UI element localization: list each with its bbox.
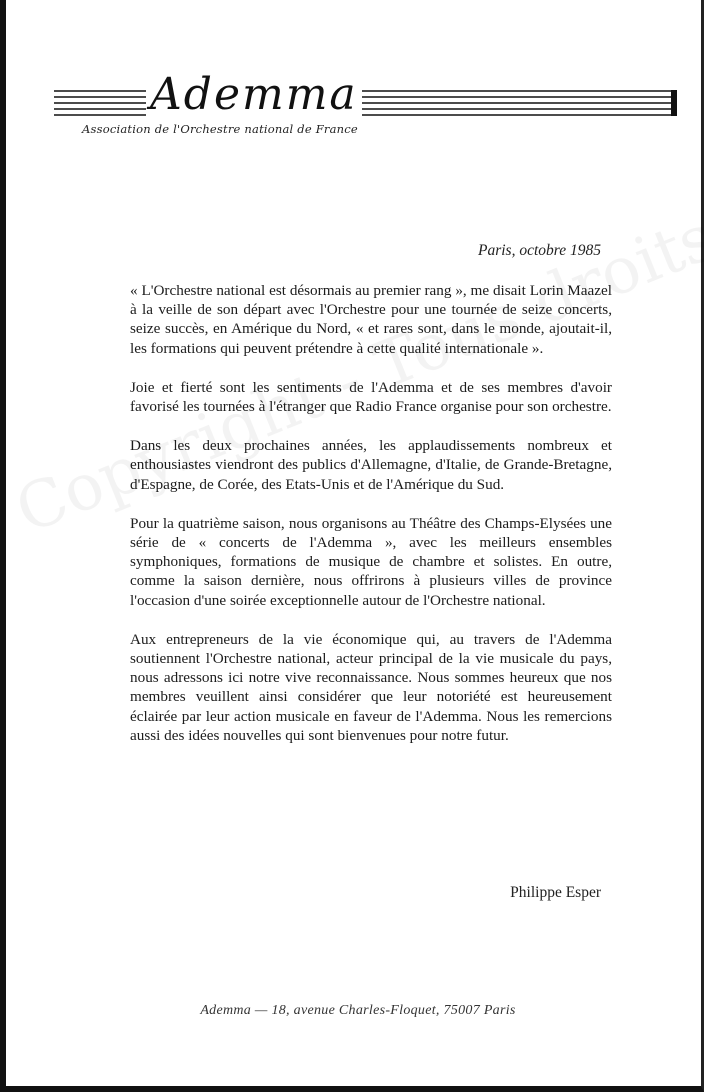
signature: Philippe Esper <box>510 884 601 901</box>
association-name: Association de l'Orchestre national de France <box>82 122 358 136</box>
paragraph: Dans les deux prochaines années, les applaudissements nombreux et enthousiastes viendront des publics d'Allemagne, d'Italie, de Grande-Bretagne, d'Espagne, de Corée, des Etats-Unis et de l'Amérique du Sud. <box>130 437 612 493</box>
letter-body <box>130 281 612 765</box>
ademma-logo: Ademma <box>146 70 362 120</box>
letterhead <box>54 62 678 142</box>
date-line: Paris, octobre 1985 <box>478 242 601 259</box>
paragraph: « L'Orchestre national est désormais au premier rang », me disait Lorin Maazel à la veille de son départ avec l'Orchestre pour une tournée de seize concerts, seize succès, en Amérique du Nord, « et rares sont, dans le monde, ajoutait-il, les formations qui peuvent prétendre à cette qualité internationale ». <box>130 282 612 357</box>
paragraph: Pour la quatrième saison, nous organisons au Théâtre des Champs-Elysées une série de « concerts de l'Ademma », avec les meilleurs ensembles symphoniques, formations de musique de chambre et solistes. En outre, comme la saison dernière, nous offrirons à plusieurs villes de province l'occasion d'une soirée exceptionnelle autour de l'Orchestre national. <box>130 514 612 609</box>
paragraph: Joie et fierté sont les sentiments de l'Ademma et de ses membres d'avoir favorisé les tournées à l'étranger que Radio France organise pour son orchestre. <box>130 378 612 416</box>
footer-address: Ademma — 18, avenue Charles-Floquet, 75007 Paris <box>200 1003 516 1018</box>
paragraph: Aux entrepreneurs de la vie économique qui, au travers de l'Ademma soutiennent l'Orchestre national, acteur principal de la vie musicale du pays, nous adressons ici notre vive reconnaissance. Nous sommes heureux que nos membres veuillent ainsi considérer que leur notoriété est heureusement éclairée par leur action musicale en faveur de l'Ademma. Nous les remercions aussi des idées nouvelles qui sont bienvenues pour notre futur. <box>130 630 612 744</box>
